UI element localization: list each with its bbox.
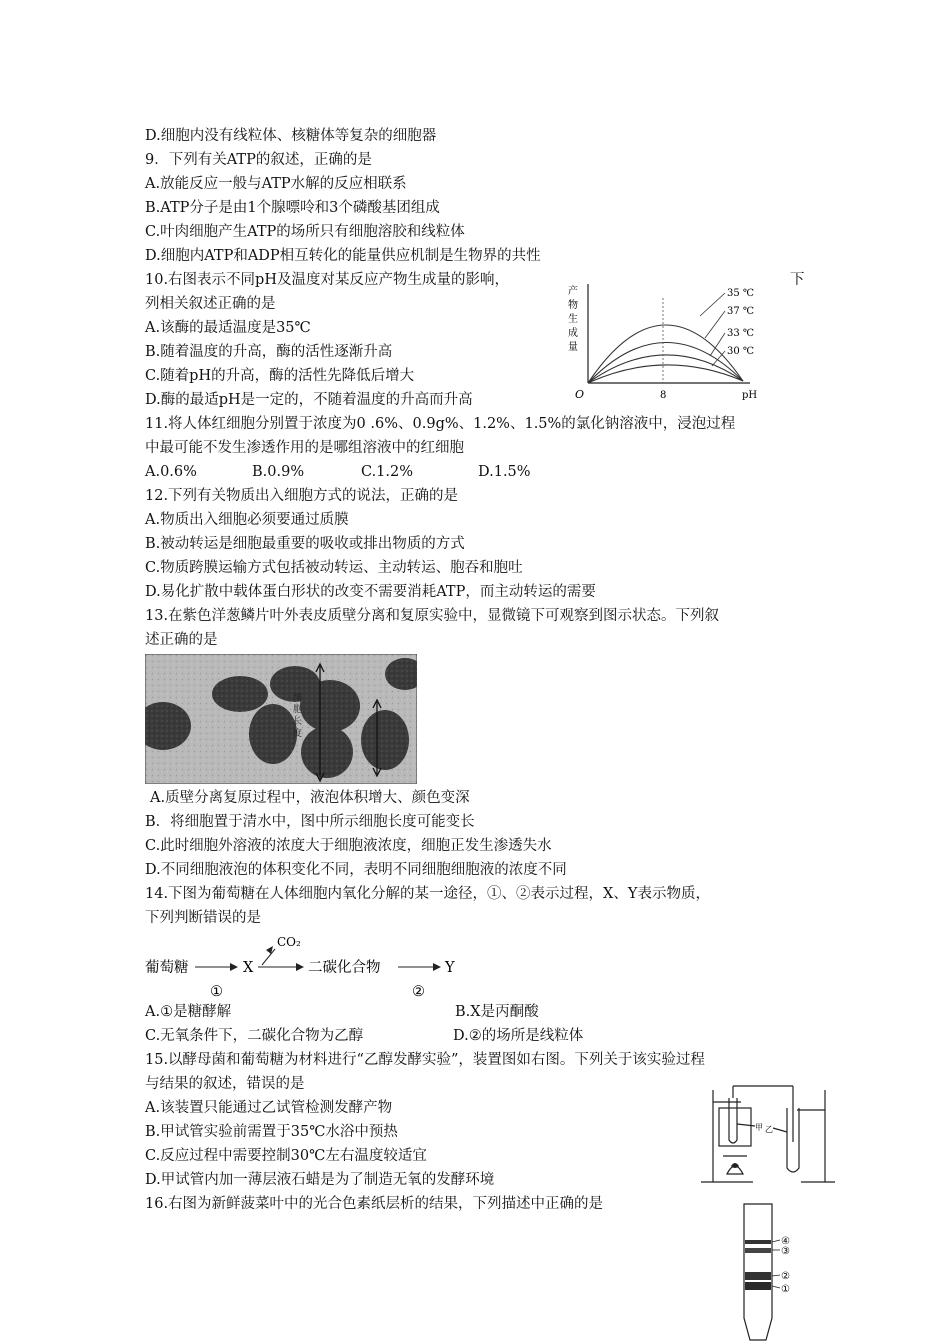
band-label: ③ <box>781 1246 790 1257</box>
q13-option-c: C.此时细胞外溶液的浓度大于细胞液浓度，细胞正发生渗透失水 <box>145 838 552 854</box>
band-2 <box>745 1272 771 1280</box>
q11-option-a: A.0.6% <box>145 464 197 480</box>
q14-option-d: D.②的场所是线粒体 <box>453 1028 584 1044</box>
co2-label: CO₂ <box>277 935 301 949</box>
q9-option-c: C.叶肉细胞产生ATP的场所只有细胞溶胶和线粒体 <box>145 224 465 240</box>
q15-apparatus <box>693 1082 838 1192</box>
curve-33 <box>588 355 743 383</box>
band-label: ① <box>781 1284 790 1295</box>
q10-stem: 10.右图表示不同pH及温度对某反应产物生成量的影响， <box>145 272 509 288</box>
q9-stem: 9．下列有关ATP的叙述，正确的是 <box>145 152 372 168</box>
q11-option-b: B.0.9% <box>252 464 305 480</box>
q15-option-a: A.该装置只能通过乙试管检测发酵产物 <box>145 1100 393 1116</box>
band-3 <box>745 1248 771 1253</box>
q15-option-c: C.反应过程中需要控制30℃左右温度较适宜 <box>145 1148 427 1164</box>
leader-35 <box>700 293 725 316</box>
cell <box>300 680 360 732</box>
tube-jia <box>729 1098 737 1143</box>
ylabel-char: 成 <box>568 328 578 339</box>
arrow-3-head <box>433 963 441 971</box>
q13-stem-cont: 述正确的是 <box>145 632 218 648</box>
q15-option-b: B.甲试管实验前需置于35℃水浴中预热 <box>145 1124 398 1140</box>
series-label: 30 ℃ <box>727 346 755 357</box>
band-label: ④ <box>781 1236 790 1247</box>
q13-stem: 13.在紫色洋葱鳞片叶外表皮质壁分离和复原实验中，显微镜下可观察到图示状态。下列叙 <box>145 608 720 624</box>
q10-figure <box>560 278 785 403</box>
x-axis-label: pH <box>742 390 758 401</box>
ylabel-char: 量 <box>568 342 578 353</box>
ylabel-char: 物 <box>568 300 578 311</box>
q9-option-a: A.放能反应一般与ATP水解的反应相联系 <box>145 176 407 192</box>
band-label: ② <box>781 1271 790 1282</box>
label-leader-jia <box>737 1124 755 1126</box>
cell <box>301 726 353 778</box>
q12-option-a: A.物质出入细胞必须要通过质膜 <box>145 512 349 528</box>
q13-option-d: D.不同细胞液泡的体积变化不同，表明不同细胞细胞液的浓度不同 <box>145 862 567 878</box>
q12-option-d: D.易化扩散中载体蛋白形状的改变不需要消耗ATP，而主动转运的需要 <box>145 584 596 600</box>
band-1 <box>745 1282 771 1290</box>
q9-option-d: D.细胞内ATP和ADP相互转化的能量供应机制是生物界的共性 <box>145 248 541 264</box>
band-4 <box>745 1240 771 1244</box>
q10-option-c: C.随着pH的升高，酶的活性先降低后增大 <box>145 368 415 384</box>
tube-yi-label: 乙 <box>765 1125 773 1134</box>
q12-stem: 12.下列有关物质出入细胞方式的说法，正确的是 <box>145 488 459 504</box>
origin-label: O <box>575 388 585 401</box>
water-bath <box>719 1108 751 1146</box>
leader-37 <box>705 311 725 338</box>
q14-option-b: B.X是丙酮酸 <box>455 1004 539 1020</box>
ylabel-char: 生 <box>568 314 578 325</box>
q14-stem-cont: 下列判断错误的是 <box>145 910 261 926</box>
series-label: 35 ℃ <box>727 288 755 299</box>
q9-option-b: B.ATP分子是由1个腺嘌呤和3个磷酸基团组成 <box>145 200 440 216</box>
leader-4 <box>772 1240 780 1242</box>
q16-stem: 16.右图为新鲜菠菜叶中的光合色素纸层析的结果，下列描述中正确的是 <box>145 1196 604 1212</box>
arrow-1-head <box>230 963 238 971</box>
q12-option-c: C.物质跨膜运输方式包括被动转运、主动转运、胞吞和胞吐 <box>145 560 523 576</box>
q14-pathway <box>140 932 480 1002</box>
q11-stem-cont: 中最可能不发生渗透作用的是哪组溶液中的红细胞 <box>145 440 464 456</box>
curve-37 <box>588 342 743 383</box>
q10-stem-cont: 列相关叙述正确的是 <box>145 296 276 312</box>
label-char: 长 <box>293 717 303 727</box>
q10-option-b: B.随着温度的升高，酶的活性逐渐升高 <box>145 344 393 360</box>
glucose-label: 葡萄糖 <box>145 960 189 976</box>
q10-option-a: A.该酶的最适温度是35℃ <box>145 320 311 336</box>
label-leader-yi <box>773 1128 787 1132</box>
q16-chromatography <box>730 1200 805 1344</box>
series-label: 37 ℃ <box>727 306 755 317</box>
q15-stem: 15.以酵母菌和葡萄糖为材料进行“乙醇发酵实验”，装置图如右图。下列关于该实验过程 <box>145 1052 705 1068</box>
process-1-label: ① <box>210 984 223 1000</box>
x-label: X <box>243 960 254 976</box>
q14-option-c: C.无氧条件下，二碳化合物为乙醇 <box>145 1028 364 1044</box>
leader-1 <box>772 1286 780 1288</box>
arrow-2-head <box>296 963 304 971</box>
q13-option-b: B．将细胞置于清水中，图中所示细胞长度可能变长 <box>145 814 475 830</box>
leader-33 <box>710 333 725 356</box>
q15-option-d: D.甲试管内加一薄层液石蜡是为了制造无氧的发酵环境 <box>145 1172 495 1188</box>
q11-option-c: C.1.2% <box>361 464 414 480</box>
q8-option-d: D.细胞内没有线粒体、核糖体等复杂的细胞器 <box>145 128 437 144</box>
cell <box>361 710 409 770</box>
q14-option-a: A.①是糖酵解 <box>145 1004 232 1020</box>
ylabel-char: 产 <box>568 286 578 297</box>
leader-2 <box>772 1275 780 1276</box>
label-char: 胞 <box>293 705 303 715</box>
q11-option-d: D.1.5% <box>478 464 531 480</box>
q12-option-b: B.被动转运是细胞最重要的吸收或排出物质的方式 <box>145 536 465 552</box>
series-label: 33 ℃ <box>727 328 755 339</box>
q13-micrograph <box>145 654 417 784</box>
q11-stem: 11.将人体红细胞分别置于浓度为0 .6%、0.9g%、1.2%、1.5%的氯化钠溶液中，浸泡过程 <box>145 416 736 432</box>
label-char: 细 <box>293 693 303 703</box>
label-char: 度 <box>293 729 303 739</box>
process-2-label: ② <box>412 984 425 1000</box>
q14-stem: 14.下图为葡萄糖在人体细胞内氧化分解的某一途径，①、②表示过程，X、Y表示物质， <box>145 886 710 902</box>
q15-stem-cont: 与结果的叙述，错误的是 <box>145 1076 305 1092</box>
x-tick-label: 8 <box>660 390 667 401</box>
q10-ylabel <box>568 284 578 353</box>
cell <box>212 676 268 712</box>
q10-stem-tail: 下 <box>790 272 805 288</box>
q10-option-d: D.酶的最适pH是一定的，不随着温度的升高而升高 <box>145 392 473 408</box>
y-label: Y <box>445 960 455 976</box>
cell <box>249 704 297 764</box>
c2-compound-label: 二碳化合物 <box>308 960 381 976</box>
q13-option-a: A.质壁分离复原过程中，液泡体积增大、颜色变深 <box>150 790 470 806</box>
tube-jia-label: 甲 <box>755 1123 763 1132</box>
